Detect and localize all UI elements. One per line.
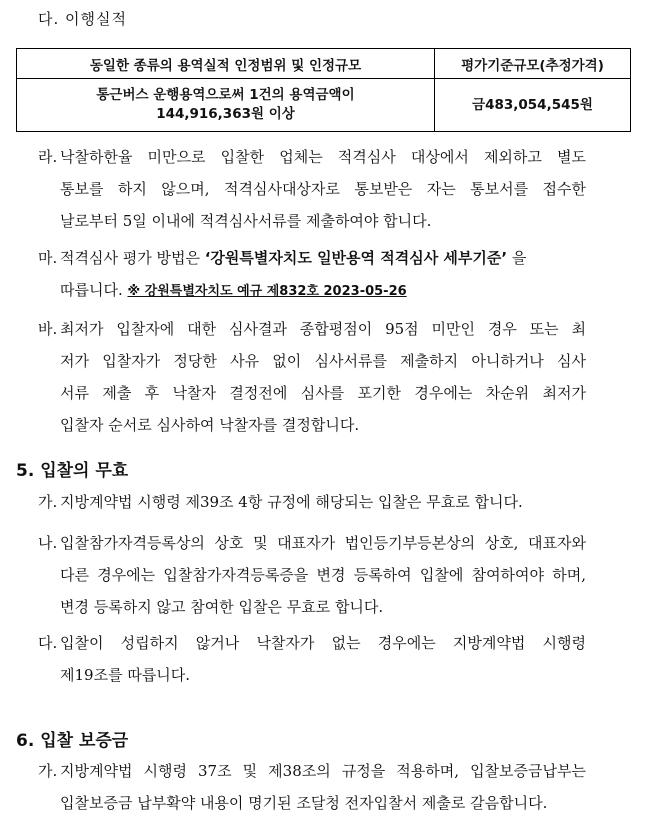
table-header-row — [17, 49, 631, 79]
section-heading-bid-bond: 6. 입찰 보증금 — [16, 731, 129, 751]
item-line: 입찰참가자격등록상의 상호 및 대표자가 법인등기부등본상의 상호, 대표자와 — [60, 534, 586, 552]
item-line: 제19조를 따릅니다. — [60, 666, 191, 684]
table-cell-amount: 금483,054,545원 — [435, 79, 631, 132]
subheading-performance: 다. 이행실적 — [38, 10, 127, 28]
section-heading-invalid-bid: 5. 입찰의 무효 — [16, 461, 129, 481]
item-marker: 가. — [38, 762, 58, 780]
item-marker: 가. — [38, 493, 58, 511]
item-text: 따릅니다. — [60, 281, 128, 299]
item-line: 날로부터 5일 이내에 적격심사서류를 제출하여야 합니다. — [60, 212, 432, 230]
scope-line-2: 144,916,363원 이상 — [156, 106, 295, 122]
item-line — [60, 247, 526, 268]
table-header-amount: 평가기준규모(추정가격) — [435, 49, 631, 79]
table-header-scope: 동일한 종류의 용역실적 인정범위 및 인정규모 — [17, 49, 435, 79]
item-text: 적격심사 평가 방법은 — [60, 249, 205, 267]
item-line: 입찰보증금 납부확약 내용이 명기된 조달청 전자입찰서 제출로 갈음합니다. — [60, 794, 548, 812]
table-row — [17, 79, 631, 132]
item-marker: 라. — [38, 148, 58, 166]
item-line: 변경 등록하지 않고 참여한 입찰은 무효로 합니다. — [60, 598, 384, 616]
item-line: 지방계약법 시행령 37조 및 제38조의 규정을 적용하며, 입찰보증금납부는 — [60, 762, 586, 780]
item-text: 을 — [507, 249, 527, 267]
item-line: 입찰자 순서로 심사하여 낙찰자를 결정합니다. — [60, 416, 360, 434]
item-line: 서류 제출 후 낙찰자 결정전에 심사를 포기한 경우에는 차순위 최저가 — [60, 384, 586, 402]
item-marker: 나. — [38, 534, 58, 552]
item-line — [60, 279, 407, 300]
scope-line-1: 통근버스 운행용역으로써 1건의 용역금액이 — [96, 87, 355, 103]
item-line: 통보를 하지 않으며, 적격심사대상자로 통보받은 자는 통보서를 접수한 — [60, 180, 586, 198]
item-line: 저가 입찰자가 정당한 사유 없이 심사서류를 제출하지 아니하거나 심사 — [60, 352, 586, 370]
regulation-reference: ※ 강원특별자치도 예규 제832호 2023-05-26 — [127, 284, 407, 299]
item-line: 다른 경우에는 입찰참가자격등록증을 변경 등록하여 입찰에 참여하여야 하며, — [60, 566, 586, 584]
table-cell-scope — [17, 79, 435, 132]
item-line: 최저가 입찰자에 대한 심사결과 종합평점이 95점 미만인 경우 또는 최 — [60, 320, 586, 338]
item-marker: 다. — [38, 634, 58, 652]
item-line: 입찰이 성립하지 않거나 낙찰자가 없는 경우에는 지방계약법 시행령 — [60, 634, 586, 652]
item-marker: 마. — [38, 249, 58, 267]
item-line: 지방계약법 시행령 제39조 4항 규정에 해당되는 입찰은 무효로 합니다. — [60, 493, 523, 511]
standard-quote: ‘강원특별자치도 일반용역 적격심사 세부기준’ — [204, 249, 508, 267]
performance-table — [16, 48, 631, 132]
item-line: 낙찰하한율 미만으로 입찰한 업체는 적격심사 대상에서 제외하고 별도 — [60, 148, 586, 166]
item-marker: 바. — [38, 320, 58, 338]
